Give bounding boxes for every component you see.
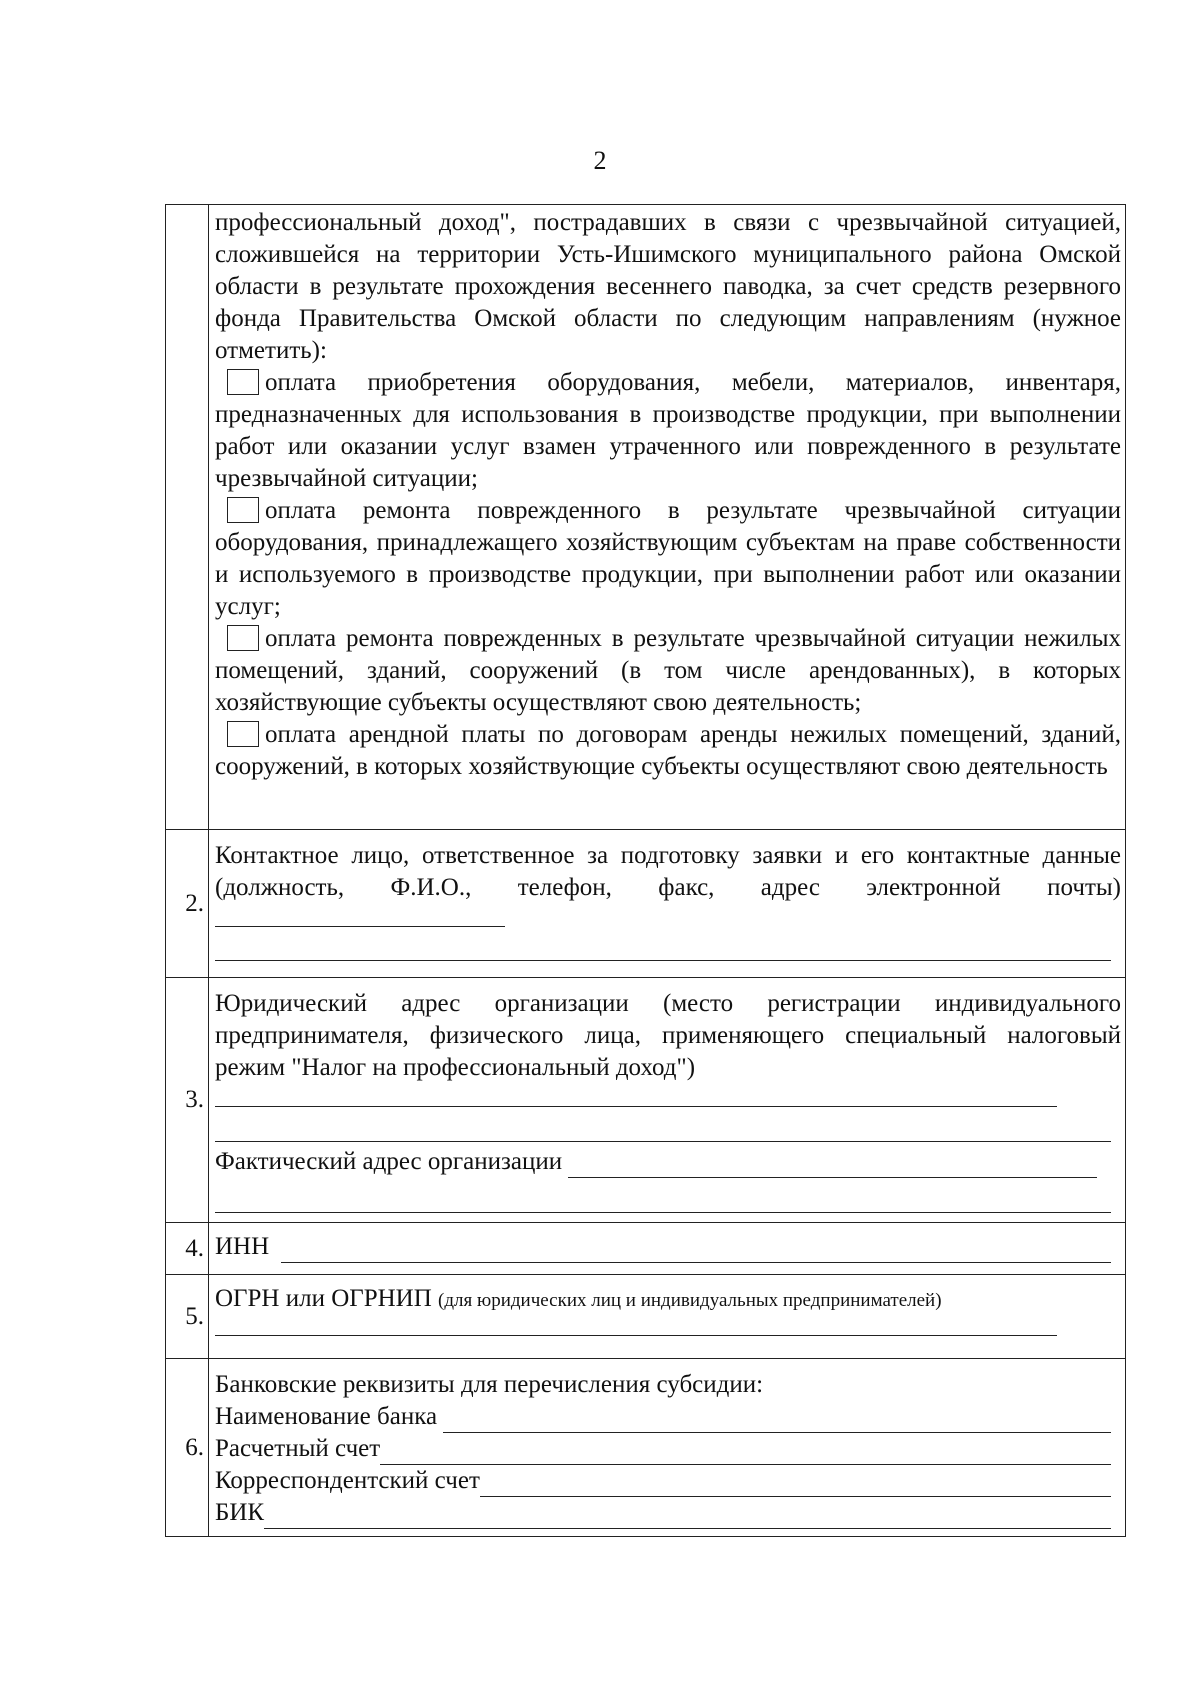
contact-person-input[interactable] bbox=[215, 906, 505, 927]
inn-row bbox=[215, 1231, 1111, 1263]
table-row-1 bbox=[166, 205, 1126, 830]
table-row-4 bbox=[166, 1223, 1126, 1275]
bank-name-label: Наименование банка bbox=[215, 1403, 438, 1430]
option-repair-equipment bbox=[215, 495, 1121, 623]
bik-input[interactable] bbox=[264, 1504, 1111, 1529]
row-content bbox=[209, 978, 1126, 1223]
row-number: 6. bbox=[166, 1359, 209, 1537]
table-row-3 bbox=[166, 978, 1126, 1223]
option-repair-premises-label: оплата ремонта поврежденных в результате чрезвычайной ситуации нежилых помещений, зданий, сооружений (в том числе арендованных), в которых хозяйствующие субъекты осуществляют свою деятельность; bbox=[215, 625, 1121, 716]
ogrn-note: (для юридических лиц и индивидуальных предпринимателей) bbox=[438, 1290, 942, 1311]
corr-account-label: Корреспондентский счет bbox=[215, 1467, 480, 1494]
actual-address-input[interactable] bbox=[568, 1153, 1097, 1178]
option-rent-checkbox[interactable] bbox=[227, 721, 259, 747]
page-number: 2 bbox=[593, 146, 607, 175]
inn-label: ИНН bbox=[215, 1233, 270, 1260]
row-number: 4. bbox=[166, 1223, 209, 1275]
ogrn-label: ОГРН или ОГРНИП bbox=[215, 1285, 432, 1312]
contact-person-label: Контактное лицо, ответственное за подготовку заявки и его контактные данные (должность, Ф.И.О., телефон, факс, адрес электронной почты) bbox=[215, 840, 1121, 936]
table-row-5 bbox=[166, 1275, 1126, 1359]
bank-name-row bbox=[215, 1401, 1111, 1433]
row-number: 3. bbox=[166, 978, 209, 1223]
row-content bbox=[209, 830, 1126, 978]
ogrn-input[interactable] bbox=[215, 1335, 1057, 1336]
row-number: 2. bbox=[166, 830, 209, 978]
option-rent bbox=[215, 719, 1121, 783]
row-content bbox=[209, 205, 1126, 830]
legal-address-label: Юридический адрес организации (место регистрации индивидуального предпринимателя, физического лица, применяющего специальный налоговый режим "Налог на профессиональный доход") bbox=[215, 990, 1121, 1081]
account-label: Расчетный счет bbox=[215, 1435, 381, 1462]
option-repair-equipment-label: оплата ремонта поврежденного в результате чрезвычайной ситуации оборудования, принадлежащего хозяйствующим субъектам на праве собственности и используемого в производстве продукции, при выполнении работ или оказании услуг; bbox=[215, 497, 1121, 620]
option-repair-premises bbox=[215, 623, 1121, 719]
option-repair-equipment-checkbox[interactable] bbox=[227, 497, 259, 523]
option-equipment-label: оплата приобретения оборудования, мебели, материалов, инвентаря, предназначенных для использования в производстве продукции, при выполнении работ или оказании услуг взамен утраченного или поврежденного в результате чрезвычайной ситуации; bbox=[215, 369, 1121, 492]
row-number: 5. bbox=[166, 1275, 209, 1359]
contact-person-input-line2[interactable] bbox=[215, 960, 1111, 961]
bank-name-input[interactable] bbox=[443, 1408, 1111, 1433]
account-input[interactable] bbox=[380, 1440, 1111, 1465]
directions-intro: профессиональный доход", пострадавших в связи с чрезвычайной ситуацией, сложившейся на территории Усть-Ишимского муниципального района Омской области в результате прохождения весеннего паводка, за счет средств резервного фонда Правительства Омской области по следующим направлениям (нужное отметить): bbox=[215, 209, 1121, 364]
row-content bbox=[209, 1275, 1126, 1359]
option-equipment-checkbox[interactable] bbox=[227, 369, 259, 395]
legal-address-input-line2[interactable] bbox=[215, 1141, 1111, 1142]
inn-input[interactable] bbox=[281, 1238, 1111, 1263]
table-row-6 bbox=[166, 1359, 1126, 1537]
option-rent-label: оплата арендной платы по договорам аренды нежилых помещений, зданий, сооружений, в которых хозяйствующие субъекты осуществляют свою деятельность bbox=[215, 721, 1121, 780]
bik-row bbox=[215, 1497, 1111, 1529]
legal-address-input-line1[interactable] bbox=[215, 1106, 1057, 1107]
option-repair-premises-checkbox[interactable] bbox=[227, 625, 259, 651]
actual-address-label: Фактический адрес организации bbox=[215, 1148, 563, 1175]
account-row bbox=[215, 1433, 1111, 1465]
option-equipment bbox=[215, 367, 1121, 495]
corr-account-row bbox=[215, 1465, 1111, 1497]
ogrn-label-row bbox=[215, 1283, 1121, 1317]
row-number bbox=[166, 205, 209, 830]
row-content bbox=[209, 1223, 1126, 1275]
row-content bbox=[209, 1359, 1126, 1537]
bank-details-title: Банковские реквизиты для перечисления субсидии: bbox=[215, 1371, 764, 1398]
table-row-2 bbox=[166, 830, 1126, 978]
corr-account-input[interactable] bbox=[480, 1472, 1111, 1497]
bik-label: БИК bbox=[215, 1499, 265, 1526]
actual-address-row bbox=[215, 1146, 1097, 1178]
application-form-table bbox=[165, 204, 1126, 1537]
actual-address-input-line2[interactable] bbox=[215, 1212, 1111, 1213]
